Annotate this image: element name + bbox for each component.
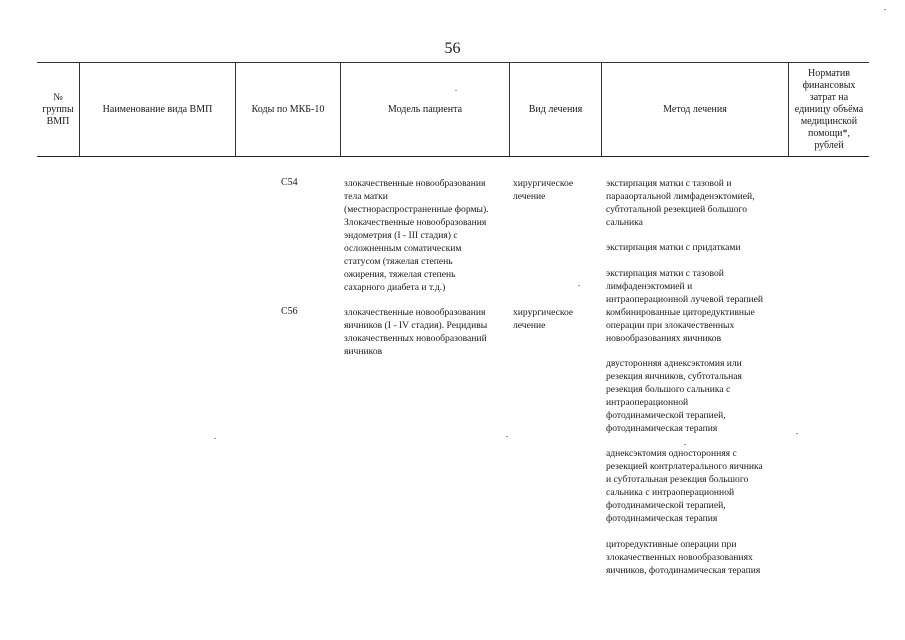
scan-speck bbox=[884, 9, 886, 10]
header-treatment-type: Вид лечения bbox=[528, 103, 583, 115]
scan-speck bbox=[214, 438, 216, 439]
scan-speck bbox=[506, 436, 508, 437]
patient-model-c54: злокачественные новообразования тела матки (местнораспространенные формы). Злокачественные новообразования эндометрия (I - III стадия) с осложненным соматическим статусом (тяжелая степень ожирения, тяжелая степень сахарного диабета и т.д.) bbox=[344, 178, 489, 293]
header-treatment-method: Метод лечения bbox=[663, 103, 727, 115]
header-patient-model: Модель пациента bbox=[387, 103, 463, 115]
treatment-method: экстирпация матки с тазовой лимфаденэктомией и интраоперационной лучевой терапией bbox=[606, 268, 764, 305]
header-icd-codes: Коды по МКБ-10 bbox=[251, 103, 325, 115]
page-number: 56 bbox=[444, 40, 461, 57]
header-cost-norm: Норматив финансовых затрат на единицу объёма медицинской помощи*, рублей bbox=[794, 67, 864, 151]
treatment-method: комбинированные циторедуктивные операции при злокачественных новообразованиях яичников bbox=[606, 307, 755, 344]
treatment-method: экстирпация матки с тазовой и парааортальной лимфаденэктомией, субтотальной резекцией большого сальника bbox=[606, 178, 755, 228]
scan-speck bbox=[578, 285, 580, 286]
treatment-method: аднексэктомия односторонняя с резекцией контрлатерального яичника и субтотальная резекция большого сальника с интраоперационной фотодинамической терапией, фотодинамическая терапия bbox=[606, 448, 763, 524]
icd-code-c54: C54 bbox=[281, 177, 298, 188]
scan-speck bbox=[684, 444, 686, 445]
treatment-type-c54: хирургическое лечение bbox=[513, 178, 574, 202]
treatment-method: циторедуктивные операции при злокачественных новообразованиях яичников, фотодинамическая терапия bbox=[606, 539, 761, 576]
header-vmp-name: Наименование вида ВМП bbox=[102, 103, 213, 115]
scan-speck bbox=[796, 433, 798, 434]
icd-code-c56: C56 bbox=[281, 306, 298, 317]
treatment-type-c56: хирургическое лечение bbox=[513, 307, 574, 331]
treatment-method: двусторонняя аднексэктомия или резекция яичников, субтотальная резекция большого сальника с интраоперационной фотодинамической терапией, фотодинамическая терапия bbox=[606, 358, 742, 434]
patient-model-c56: злокачественные новообразования яичников (I - IV стадия). Рецидивы злокачественных новообразований яичников bbox=[344, 307, 488, 357]
header-group-number: № группы ВМП bbox=[42, 91, 74, 127]
scan-speck bbox=[455, 90, 457, 91]
table-header bbox=[37, 62, 869, 157]
treatment-method: экстирпация матки с придатками bbox=[606, 242, 741, 253]
